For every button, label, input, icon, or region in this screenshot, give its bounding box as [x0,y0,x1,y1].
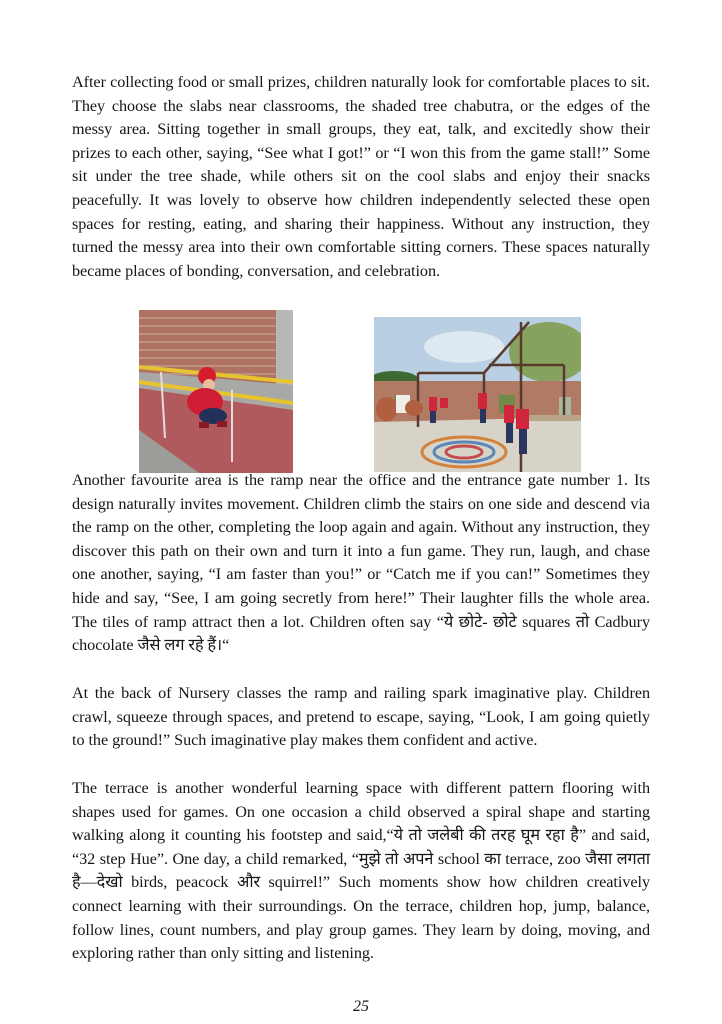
paragraph-terrace: The terrace is another wonderful learning space with different pattern flooring with shapes used for games. On one occasion a child observed a spiral shape and starting walking along it counting his footstep and said,“ये तो जलेबी की तरह घूम रहा है” and said, “32 step Hue”. One day, a child remarked, “मुझे तो अपने school का terrace, zoo जैसा लगता है—देखो birds, peacock और squirrel!” Such moments show how children creatively connect learning with their surroundings. On the terrace, children hop, jump, balance, follow lines, count numbers, and play group games. They learn by doing, moving, and exploring rather than only sitting and listening. [72,779,650,963]
photo-terrace-children [374,317,581,472]
paragraph-nursery-ramp: At the back of Nursery classes the ramp and railing spark imaginative play. Children crawl, squeeze through spaces, and pretend to escape, saying, “Look, I am going quietly to the ground!” Such imaginative play makes them confident and active. [72,684,650,750]
paragraph-ramp: Another favourite area is the ramp near the office and the entrance gate number 1. Its design naturally invites movement. Children climb the stairs on one side and descend via the ramp on the other, completing the loop again and again. Without any instruction, they discover this path on their own and turn it into a fun game. They run, laugh, and chase one another, saying, “I am faster than you!” or “Catch me if you can!” Sometimes they hide and say, “See, I am going secretly from here!” Their laughter fills the whole area. The tiles of ramp attract then a lot. Children often say “ये छोटे- छोटे squares तो Cadbury chocolate जैसे लग रहे हैं।“ [72,471,650,655]
photo-child-on-ramp [139,310,293,473]
page-number: 25 [353,998,369,1015]
paragraph-sitting-places: After collecting food or small prizes, children naturally look for comfortable places to sit. They choose the slabs near classrooms, the shaded tree chabutra, or the edges of the messy area. Sitting together in small groups, they eat, talk, and excitedly show their prizes to each other, saying, “See what I got!” or “I won this from the game stall!” Some sit under the tree shade, while others sit on the cool slabs and enjoy their snacks peacefully. It was lovely to observe how children independently selected these open spaces for resting, eating, and sharing their happiness. Without any instruction, they turned the messy area into their own comfortable sitting corners. These spaces naturally became places of bonding, conversation, and celebration. [72,73,650,280]
